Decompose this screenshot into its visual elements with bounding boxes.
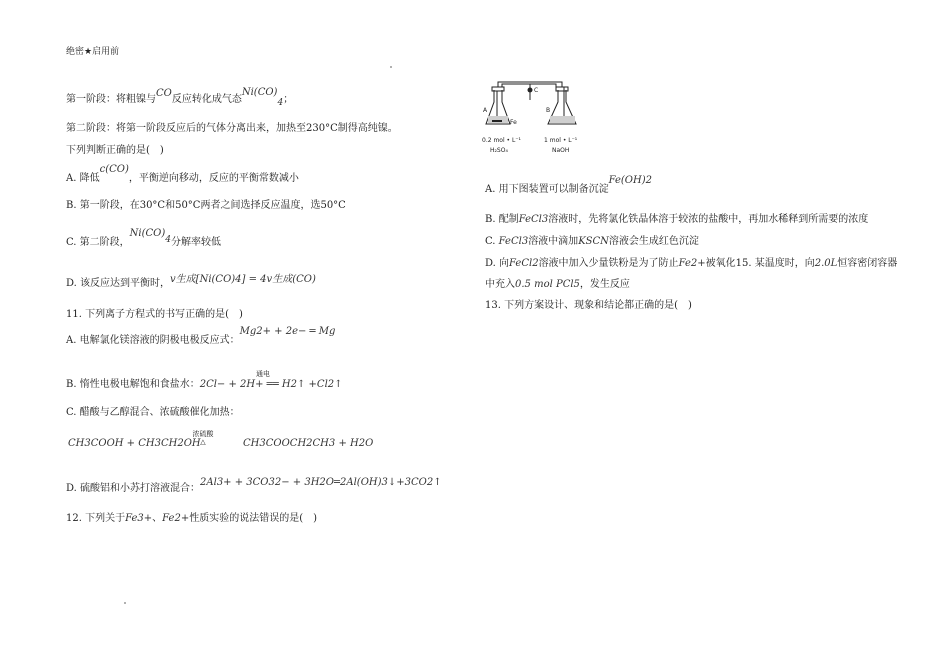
q10-option-d: D. 该反应达到平衡时，v生成[Ni(CO)4] = 4v生成(CO) (66, 274, 316, 289)
q12-option-b: B. 配制FeCl3溶液时，先将氯化铁晶体溶于较浓的盐酸中，再加水稀释到所需要的浓度 (485, 214, 869, 225)
q13-question: 13. 下列方案设计、现象和结论都正确的是( ) (485, 300, 692, 311)
label-a: A (483, 107, 488, 114)
q12-option-d: D. 向FeCl2溶液中加入少量铁粉是为了防止Fe2+被氧化15. 某温度时，向2.0L恒容密闭容器 (485, 258, 898, 269)
q11-option-a: A. 电解氯化镁溶液的阴极电极反应式：Mg2+ + 2e− ═ Mg (66, 326, 336, 346)
q15-fragment-line: 中充入0.5 mol PCl5，发生反应 (485, 279, 630, 290)
secret-header: 绝密★启用前 (66, 47, 120, 57)
q11-b-condition: 通电 (256, 370, 270, 378)
label-c: C (534, 87, 539, 94)
clamp-c (528, 88, 533, 93)
q11-option-d: D. 硫酸铝和小苏打溶液混合：2Al3+ + 3CO32− + 3H2O═2Al(OH)3↓+3CO2↑ (66, 477, 442, 494)
q11-c-equation: CH3COOH + CH3CH2OH CH3COOCH2CH3 + H2O (68, 438, 374, 449)
q11-question: 11. 下列离子方程式的书写正确的是( ) (66, 309, 243, 320)
solution-b (550, 116, 575, 123)
q10-option-a: A. 降低c(CO)，平衡逆向移动，反应的平衡常数减小 (66, 164, 299, 184)
q10-stage1: 第一阶段：将粗镍与CO反应转化成气态$Ni(CO)_4$； (66, 87, 294, 108)
label-b: B (546, 107, 551, 114)
page-mark (390, 66, 392, 68)
q10-question: 下列判断正确的是( ) (66, 145, 164, 156)
q11-option-b: B. 惰性电极电解饱和食盐水：2Cl− + 2H+ ══ H2↑ +Cl2↑ (66, 379, 343, 390)
q12-option-c: C. FeCl3溶液中滴加KSCN溶液会生成红色沉淀 (485, 236, 699, 247)
q10-option-b: B. 第一阶段，在30°C和50°C两者之间选择反应温度，选50°C (66, 200, 346, 211)
page-mark-bottom (124, 602, 126, 604)
q11-option-c: C. 醋酸与乙醇混合、浓硫酸催化加热： (66, 407, 240, 418)
right-concentration: 1 mol • L⁻¹ (544, 137, 578, 144)
fe-oh2-apparatus-diagram (480, 80, 600, 164)
label-fe: Fe (510, 119, 517, 126)
left-solution: H₂SO₄ (490, 147, 508, 154)
right-solution: NaOH (552, 147, 570, 154)
q10-stage2: 第二阶段：将第一阶段反应后的气体分离出来，加热至230°C制得高纯镍。 (66, 123, 398, 134)
q12-option-a: A. 用下图装置可以制备沉淀Fe(OH)2 (485, 175, 652, 195)
iron-piece (492, 120, 502, 122)
q12-question: 12. 下列关于Fe3+、Fe2+性质实验的说法错误的是( ) (66, 513, 318, 524)
left-concentration: 0.2 mol • L⁻¹ (482, 137, 521, 144)
q11-c-condition: 浓硫酸 △ (192, 430, 214, 446)
q10-option-c: C. 第二阶段，$Ni(CO)_4$分解率较低 (66, 228, 221, 248)
